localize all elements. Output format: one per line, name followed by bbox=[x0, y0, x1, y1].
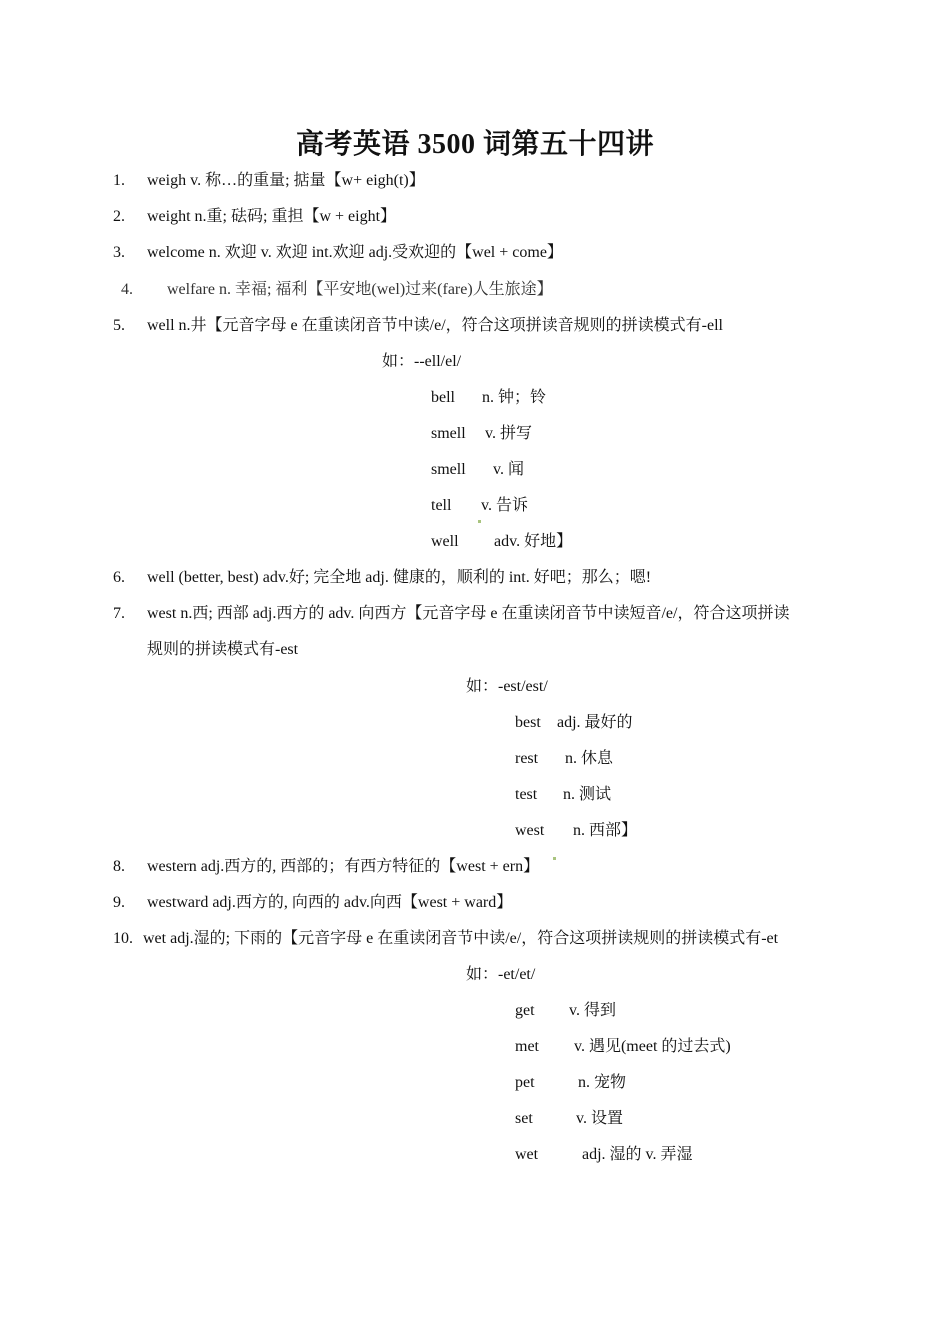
item-number: 7. bbox=[113, 605, 125, 622]
item-number: 5. bbox=[113, 317, 125, 334]
marker-dot bbox=[553, 857, 556, 860]
item-text: weigh v. 称…的重量; 掂量【w+ eigh(t)】 bbox=[147, 172, 425, 189]
marker-dot bbox=[478, 520, 481, 523]
item-text: welcome n. 欢迎 v. 欢迎 int.欢迎 adj.受欢迎的【wel + come】 bbox=[147, 244, 563, 261]
example-definition: n. 测试 bbox=[563, 786, 612, 803]
item-number: 2. bbox=[113, 208, 125, 225]
item-number: 4. bbox=[121, 281, 133, 298]
item-number: 9. bbox=[113, 894, 125, 911]
example-definition: v. 遇见(meet 的过去式) bbox=[574, 1038, 731, 1055]
example-word: smell bbox=[431, 425, 466, 442]
example-definition: n. 钟；铃 bbox=[482, 389, 547, 406]
item-number: 1. bbox=[113, 172, 125, 189]
example-word: met bbox=[515, 1038, 539, 1055]
item-text: west n.西; 西部 adj.西方的 adv. 向西方【元音字母 e 在重读闭音节中读短音/e/，符合这项拼读 bbox=[147, 605, 790, 622]
item-number: 10. bbox=[113, 930, 133, 947]
item-text: westward adj.西方的, 向西的 adv.向西【west + ward】 bbox=[147, 894, 513, 911]
example-definition: adj. 最好的 bbox=[557, 714, 633, 731]
example-definition: v. 告诉 bbox=[481, 497, 528, 514]
example-definition: n. 休息 bbox=[565, 750, 614, 767]
clipped-list-item bbox=[113, 281, 813, 300]
item-text: well (better, best) adv.好; 完全地 adj. 健康的，顺利的 int. 好吧；那么；嗯! bbox=[147, 569, 652, 586]
spelling-pattern: 如：-et/et/ bbox=[466, 966, 536, 983]
example-word: get bbox=[515, 1002, 535, 1019]
item-number: 8. bbox=[113, 858, 125, 875]
example-definition: v. 拼写 bbox=[485, 425, 532, 442]
item-number: 6. bbox=[113, 569, 125, 586]
spelling-pattern: 如：--ell/el/ bbox=[382, 353, 462, 370]
example-definition: v. 得到 bbox=[569, 1002, 616, 1019]
example-word: well bbox=[431, 533, 459, 550]
example-word: smell bbox=[431, 461, 466, 478]
item-text: well n.井【元音字母 e 在重读闭音节中读/e/，符合这项拼读音规则的拼读模式有-ell bbox=[147, 317, 723, 334]
example-word: west bbox=[515, 822, 545, 839]
item-number: 3. bbox=[113, 244, 125, 261]
example-word: set bbox=[515, 1110, 533, 1127]
example-word: pet bbox=[515, 1074, 535, 1091]
example-word: best bbox=[515, 714, 541, 731]
item-text: welfare n. 幸福; 福利【平安地(wel)过来(fare)人生旅途】 bbox=[167, 281, 553, 298]
example-word: wet bbox=[515, 1146, 539, 1163]
example-word: rest bbox=[515, 750, 539, 767]
example-word: test bbox=[515, 786, 538, 803]
example-word: tell bbox=[431, 497, 452, 514]
spelling-pattern: 如：-est/est/ bbox=[466, 678, 548, 695]
example-definition: n. 西部】 bbox=[573, 822, 638, 839]
item-text: wet adj.湿的; 下雨的【元音字母 e 在重读闭音节中读/e/，符合这项拼读规则的拼读模式有-et bbox=[143, 930, 779, 947]
example-word: bell bbox=[431, 389, 455, 406]
example-definition: adj. 湿的 v. 弄湿 bbox=[582, 1146, 693, 1163]
page-title: 高考英语 3500 词第五十四讲 bbox=[295, 129, 654, 160]
example-definition: v. 设置 bbox=[576, 1110, 623, 1127]
example-definition: n. 宠物 bbox=[578, 1074, 627, 1091]
item-text: western adj.西方的, 西部的；有西方特征的【west + ern】 bbox=[147, 858, 540, 875]
item-text: weight n.重; 砝码; 重担【w + eight】 bbox=[147, 208, 397, 225]
example-definition: adv. 好地】 bbox=[494, 533, 573, 550]
example-definition: v. 闻 bbox=[493, 461, 524, 478]
item-text-continuation: 规则的拼读模式有-est bbox=[147, 641, 299, 658]
